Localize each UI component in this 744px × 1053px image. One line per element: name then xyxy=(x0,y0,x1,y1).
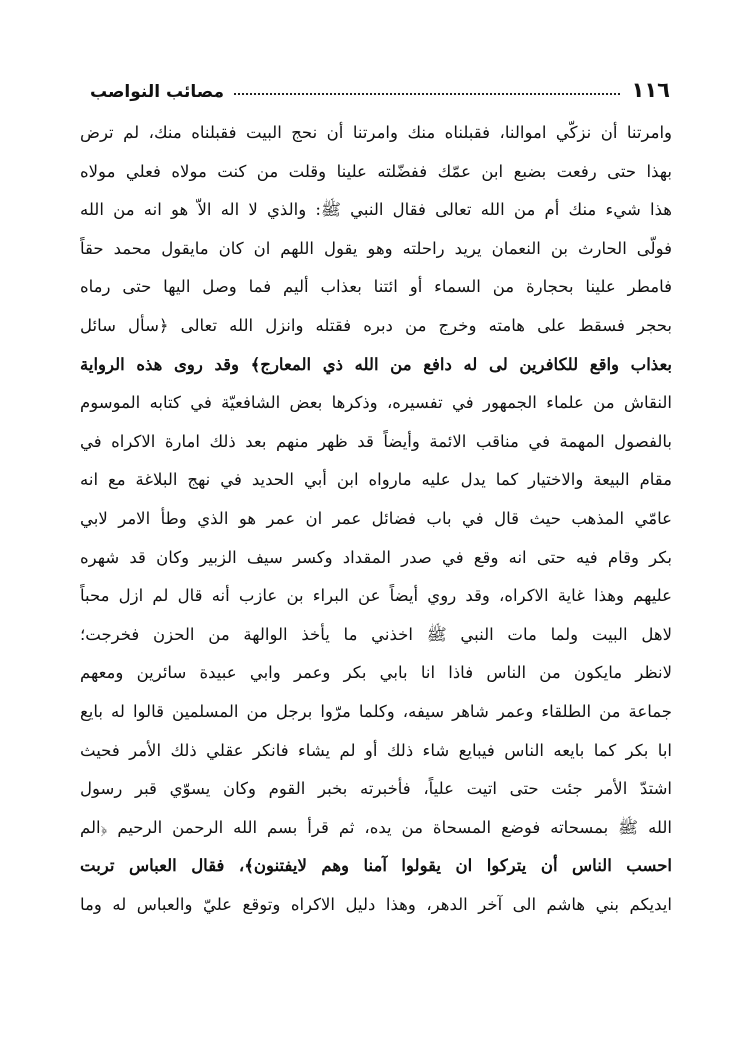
text-line: ابا بكر كما بايعه الناس فيبايع شاء ذلك أو لم يشاء فانكر عقلي ذلك الأمر فحيث xyxy=(80,740,672,760)
dotted-leader xyxy=(234,93,620,95)
text-line: فامطر علينا بحجارة من السماء أو ائتنا بعذاب أليم فما وصل اليها حتى رماه xyxy=(80,277,672,297)
text-line: عامّي المذهب حيث قال في باب فضائل عمر ان عمر هو الذي وطأ الامر لابي xyxy=(80,508,672,528)
text-line: هذا شيء منك أم من الله تعالى فقال النبي ﷺ: والذي لا اله الاّ هو انه من الله xyxy=(80,200,672,220)
running-title: مصائب النواصب xyxy=(90,82,225,102)
text-line: النقاش من علماء الجمهور في تفسيره، وذكرها بعض الشافعيّة في كتابه الموسوم xyxy=(80,393,672,413)
text-line: وامرتنا أن نزكّي اموالنا، فقبلناه منك وامرتنا أن نحج البيت فقبلناه منك، لم ترض xyxy=(80,123,672,142)
text-line: جماعة من الطلقاء وعمر شاهر سيفه، وكلما مرّوا برجل من المسلمين قالوا له بايع xyxy=(80,701,672,721)
page-header xyxy=(90,70,670,102)
page-number: ١١٦ xyxy=(631,78,670,102)
text-line: بكر وقام فيه حتى انه وقع في صدر المقداد وكسر سيف الزبير وكان قد شهره xyxy=(80,547,672,567)
text-line: عليهم وهذا غاية الاكراه، وقد روي أيضاً عن البراء بن عازب أنه قال لم ازل محباً xyxy=(80,586,672,606)
text-line: مقام البيعة والاختيار كما يدل عليه مارواه ابن أبي الحديد في نهج البلاغة مع انه xyxy=(80,470,672,490)
text-line: احسب الناس أن يتركوا ان يقولوا آمنا وهم لايفتنون﴾، فقال العباس تربت xyxy=(80,856,672,876)
text-line: بالفصول المهمة في مناقب الائمة وأيضاً قد ظهر منهم بعد ذلك امارة الاكراه في xyxy=(80,431,672,451)
text-line: بهذا حتى رفعت بضبع ابن عمّك ففضّلته علينا وقلت من كنت مولاه فعلي مولاه xyxy=(80,161,672,181)
text-line: بعذاب واقع للكافرين لى له دافع من الله ذي المعارج﴾ وقد روى هذه الرواية xyxy=(80,354,672,374)
text-line: لاهل البيت ولما مات النبي ﷺ اخذني ما يأخذ الوالهة من الحزن فخرجت؛ xyxy=(80,624,672,644)
text-line: لانظر مايكون من الناس فاذا انا بابي بكر وعمر وابي عبيدة سائرين ومعهم xyxy=(80,663,672,683)
text-line: اشتدّ الأمر جئت حتى اتيت علياً، فأخبرته بخبر القوم وكان يسوّي قبر رسول xyxy=(80,779,672,799)
text-line: الله ﷺ بمسحاته فوضع المسحاة من يده، ثم قرأ بسم الله الرحمن الرحيم ﴿الم xyxy=(80,817,672,837)
body-text xyxy=(80,114,672,924)
text-line: بحجر فسقط على هامته وخرج من دبره فقتله وانزل الله تعالى ﴿سأل سائل xyxy=(80,315,672,335)
text-line: فولّى الحارث بن النعمان يريد راحلته وهو يقول اللهم ان كان مايقول محمد حقاً xyxy=(80,238,672,258)
text-line: ايديكم بني هاشم الى آخر الدهر، وهذا دليل الاكراه وتوقع عليّ والعباس له وما xyxy=(80,894,672,914)
